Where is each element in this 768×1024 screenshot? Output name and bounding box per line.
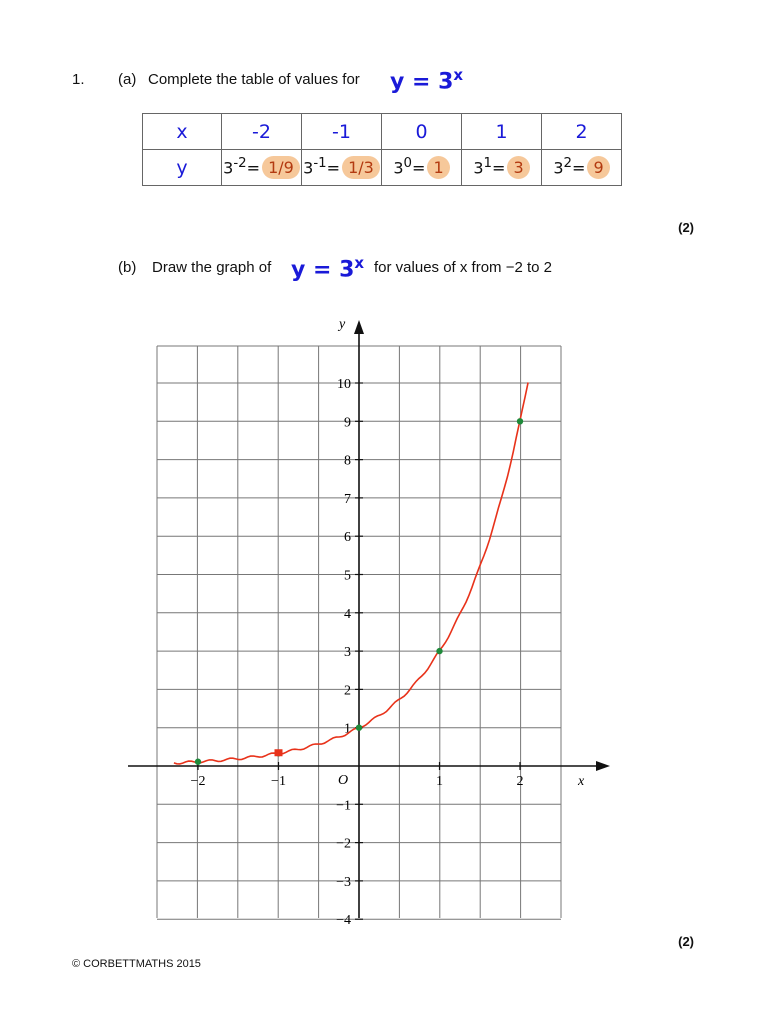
y-tick-label: 10 bbox=[337, 377, 351, 392]
origin-label: O bbox=[338, 773, 349, 788]
x-axis-arrow-icon bbox=[596, 761, 610, 771]
power-base: 3 bbox=[553, 158, 564, 178]
x-tick-label: −2 bbox=[190, 774, 206, 789]
x-tick-label: −1 bbox=[271, 774, 286, 789]
part-b-text: Draw the graph of bbox=[152, 259, 272, 276]
curve-y-equals-3-power-x bbox=[174, 382, 528, 764]
y-tick-label: 4 bbox=[344, 606, 351, 622]
answer-highlight: 1 bbox=[427, 156, 449, 179]
y-tick-label: 6 bbox=[344, 530, 351, 546]
plotted-point bbox=[195, 759, 201, 765]
power-exponent: 1 bbox=[483, 155, 493, 171]
x-axis-label: x bbox=[578, 774, 585, 789]
power-exponent: 2 bbox=[563, 155, 573, 171]
table-x-cell: 1 bbox=[462, 114, 542, 150]
plotted-point bbox=[517, 418, 523, 424]
plotted-point bbox=[436, 648, 442, 654]
x-tick-label: 2 bbox=[516, 774, 524, 789]
question-number: 1. bbox=[72, 71, 85, 88]
part-a-text: Complete the table of values for bbox=[148, 71, 360, 88]
table-y-cell: $3^{-1}= 1/3$ bbox=[302, 150, 382, 186]
y-tick-label: 3 bbox=[344, 645, 351, 661]
table-x-cell: 2 bbox=[542, 114, 622, 150]
table-x-cell: 0 bbox=[382, 114, 462, 150]
point-marker bbox=[275, 749, 283, 756]
y-tick-label: −1 bbox=[336, 798, 351, 814]
power-base: 3 bbox=[393, 158, 404, 178]
y-tick-label: −4 bbox=[336, 913, 351, 929]
equation-base: y = 3 bbox=[390, 69, 454, 95]
y-tick-label: 9 bbox=[344, 415, 351, 431]
power-exponent: -2 bbox=[233, 155, 247, 171]
table-x-cell: -2 bbox=[222, 114, 302, 150]
answer-highlight: 1/3 bbox=[342, 156, 380, 179]
power-base: 3 bbox=[303, 158, 314, 178]
part-b-label: (b) bbox=[118, 259, 137, 276]
equation-exponent: x bbox=[354, 254, 365, 272]
table-x-cell: -1 bbox=[302, 114, 382, 150]
table-y-cell: $3^0= 1$ bbox=[382, 150, 462, 186]
part-b-suffix: for values of x from −2 to 2 bbox=[374, 259, 553, 276]
power-base: 3 bbox=[473, 158, 484, 178]
part-a-marks: (2) bbox=[678, 220, 694, 235]
part-b-marks: (2) bbox=[678, 934, 694, 949]
part-a-label: (a) bbox=[118, 71, 137, 88]
table-y-cell: $3^2= 9$ bbox=[542, 150, 622, 186]
table-x-label: x bbox=[143, 114, 222, 150]
y-tick-label: 2 bbox=[344, 683, 351, 699]
power-exponent: 0 bbox=[403, 155, 413, 171]
y-tick-label: 8 bbox=[344, 453, 351, 469]
table-y-cell: $3^{-2}= 1/9$ bbox=[222, 150, 302, 186]
answer-highlight: 3 bbox=[507, 156, 529, 179]
table-y-label: y bbox=[143, 150, 222, 186]
table-y-cell: $3^1= 3$ bbox=[462, 150, 542, 186]
y-axis-arrow-icon bbox=[354, 320, 364, 334]
y-tick-label: 5 bbox=[344, 568, 351, 584]
y-axis-label: y bbox=[339, 317, 346, 332]
equation-exponent: x bbox=[453, 66, 464, 84]
copyright-footer: © CORBETTMATHS 2015 bbox=[72, 958, 201, 970]
equation-base: y = 3 bbox=[291, 257, 355, 283]
y-tick-label: −3 bbox=[336, 874, 351, 890]
answer-highlight: 1/9 bbox=[262, 156, 300, 179]
plotted-point bbox=[356, 725, 362, 731]
power-exponent: -1 bbox=[313, 155, 327, 171]
y-tick-label: 7 bbox=[344, 491, 351, 507]
x-tick-label: 1 bbox=[436, 774, 443, 789]
power-base: 3 bbox=[223, 158, 234, 178]
y-tick-label: −2 bbox=[336, 836, 351, 852]
answer-highlight: 9 bbox=[587, 156, 609, 179]
y-tick-label: 1 bbox=[344, 721, 351, 737]
